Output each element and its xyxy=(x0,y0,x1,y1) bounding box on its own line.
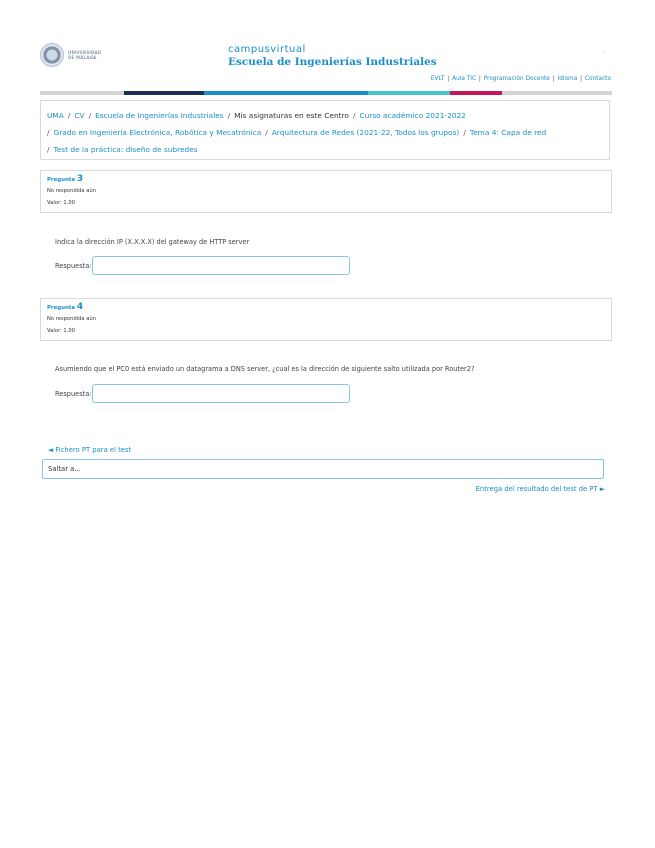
question-text-4: Asumiendo que el PC0 está enviado un datagrama a DNS server, ¿cual es la dirección de siguiente salto utilizada por Router2? xyxy=(55,365,475,373)
answer-label-4: Respuesta: xyxy=(55,390,92,398)
color-segment xyxy=(368,91,450,95)
answer-input-4[interactable] xyxy=(92,384,350,403)
header-menu-icon[interactable]: · xyxy=(603,48,606,57)
site-title-main[interactable]: Escuela de Ingenierías Industriales xyxy=(228,56,437,68)
question-number: 4 xyxy=(76,302,84,312)
question-number: 3 xyxy=(76,174,84,184)
question-state: No respondida aún xyxy=(47,316,96,322)
color-segment xyxy=(204,91,368,95)
breadcrumb-mis-asignaturas: Mis asignaturas en este Centro xyxy=(234,111,349,120)
question-title: Pregunta 3 xyxy=(47,174,84,184)
breadcrumb-asignatura[interactable]: Arquitectura de Redes (2021-22, Todos los grupos) xyxy=(271,128,460,137)
previous-activity-link[interactable]: ◄ Fichero PT para el test xyxy=(48,446,132,454)
top-link-evlt[interactable]: EVLT xyxy=(430,76,445,82)
university-logo[interactable] xyxy=(40,43,102,67)
site-title xyxy=(228,44,437,69)
logo-text-line-1: UNIVERSIDAD xyxy=(68,50,102,55)
breadcrumb-cv[interactable]: CV xyxy=(74,111,85,120)
question-info-4 xyxy=(40,298,612,341)
question-state: No respondida aún xyxy=(47,188,96,194)
question-info-3 xyxy=(40,170,612,213)
question-title: Pregunta 4 xyxy=(47,302,84,312)
color-segment xyxy=(502,91,612,95)
page-header xyxy=(0,0,655,100)
color-segment xyxy=(124,91,204,95)
site-title-small: campusvirtual xyxy=(228,44,306,55)
header-color-bar xyxy=(40,91,612,95)
answer-label-3: Respuesta: xyxy=(55,262,92,270)
top-link-programacion-docente[interactable]: Programación Docente xyxy=(483,76,550,82)
top-link-contacto[interactable]: Contacto xyxy=(584,76,611,82)
color-segment xyxy=(40,91,124,95)
top-link-aula-tic[interactable]: Aula TIC xyxy=(452,76,477,82)
jump-to-select[interactable]: Saltar a... xyxy=(42,459,604,479)
breadcrumb-tema[interactable]: Tema 4: Capa de red xyxy=(469,128,547,137)
university-seal-icon xyxy=(40,43,64,67)
next-activity-link[interactable]: Entrega del resultado del test de PT ► xyxy=(475,485,605,493)
breadcrumb-grado[interactable]: Grado en Ingeniería Electrónica, Robótica y Mecatrónica xyxy=(53,128,262,137)
breadcrumb-escuela[interactable]: Escuela de Ingenierías Industriales xyxy=(95,111,224,120)
top-links: EVLT | Aula TIC | Programación Docente | Idioma | Contacto xyxy=(430,76,611,82)
question-text-3: Indica la dirección IP (X.X.X.X) del gateway de HTTP server xyxy=(55,238,250,246)
breadcrumb: UMA / CV / Escuela de Ingenierías Industriales / Mis asignaturas en este Centro / Curso académico 2021-2022 / Grado en Ingeniería Electrónica, Robótica y Mecatrónica / Arquitectura de Redes (2021-22, Todos los grupos) / Tema 4: Capa de red / Test de la práctica: diseño de subredes xyxy=(40,100,610,160)
answer-input-3[interactable] xyxy=(92,256,350,275)
breadcrumb-curso[interactable]: Curso académico 2021-2022 xyxy=(359,111,466,120)
logo-text-line-2: DE MÁLAGA xyxy=(68,55,97,60)
top-link-idioma[interactable]: Idioma xyxy=(557,76,578,82)
question-value: Valor: 1,00 xyxy=(47,328,75,334)
color-segment xyxy=(450,91,502,95)
breadcrumb-test[interactable]: Test de la práctica: diseño de subredes xyxy=(53,145,198,154)
question-value: Valor: 1,00 xyxy=(47,200,75,206)
breadcrumb-uma[interactable]: UMA xyxy=(47,111,64,120)
